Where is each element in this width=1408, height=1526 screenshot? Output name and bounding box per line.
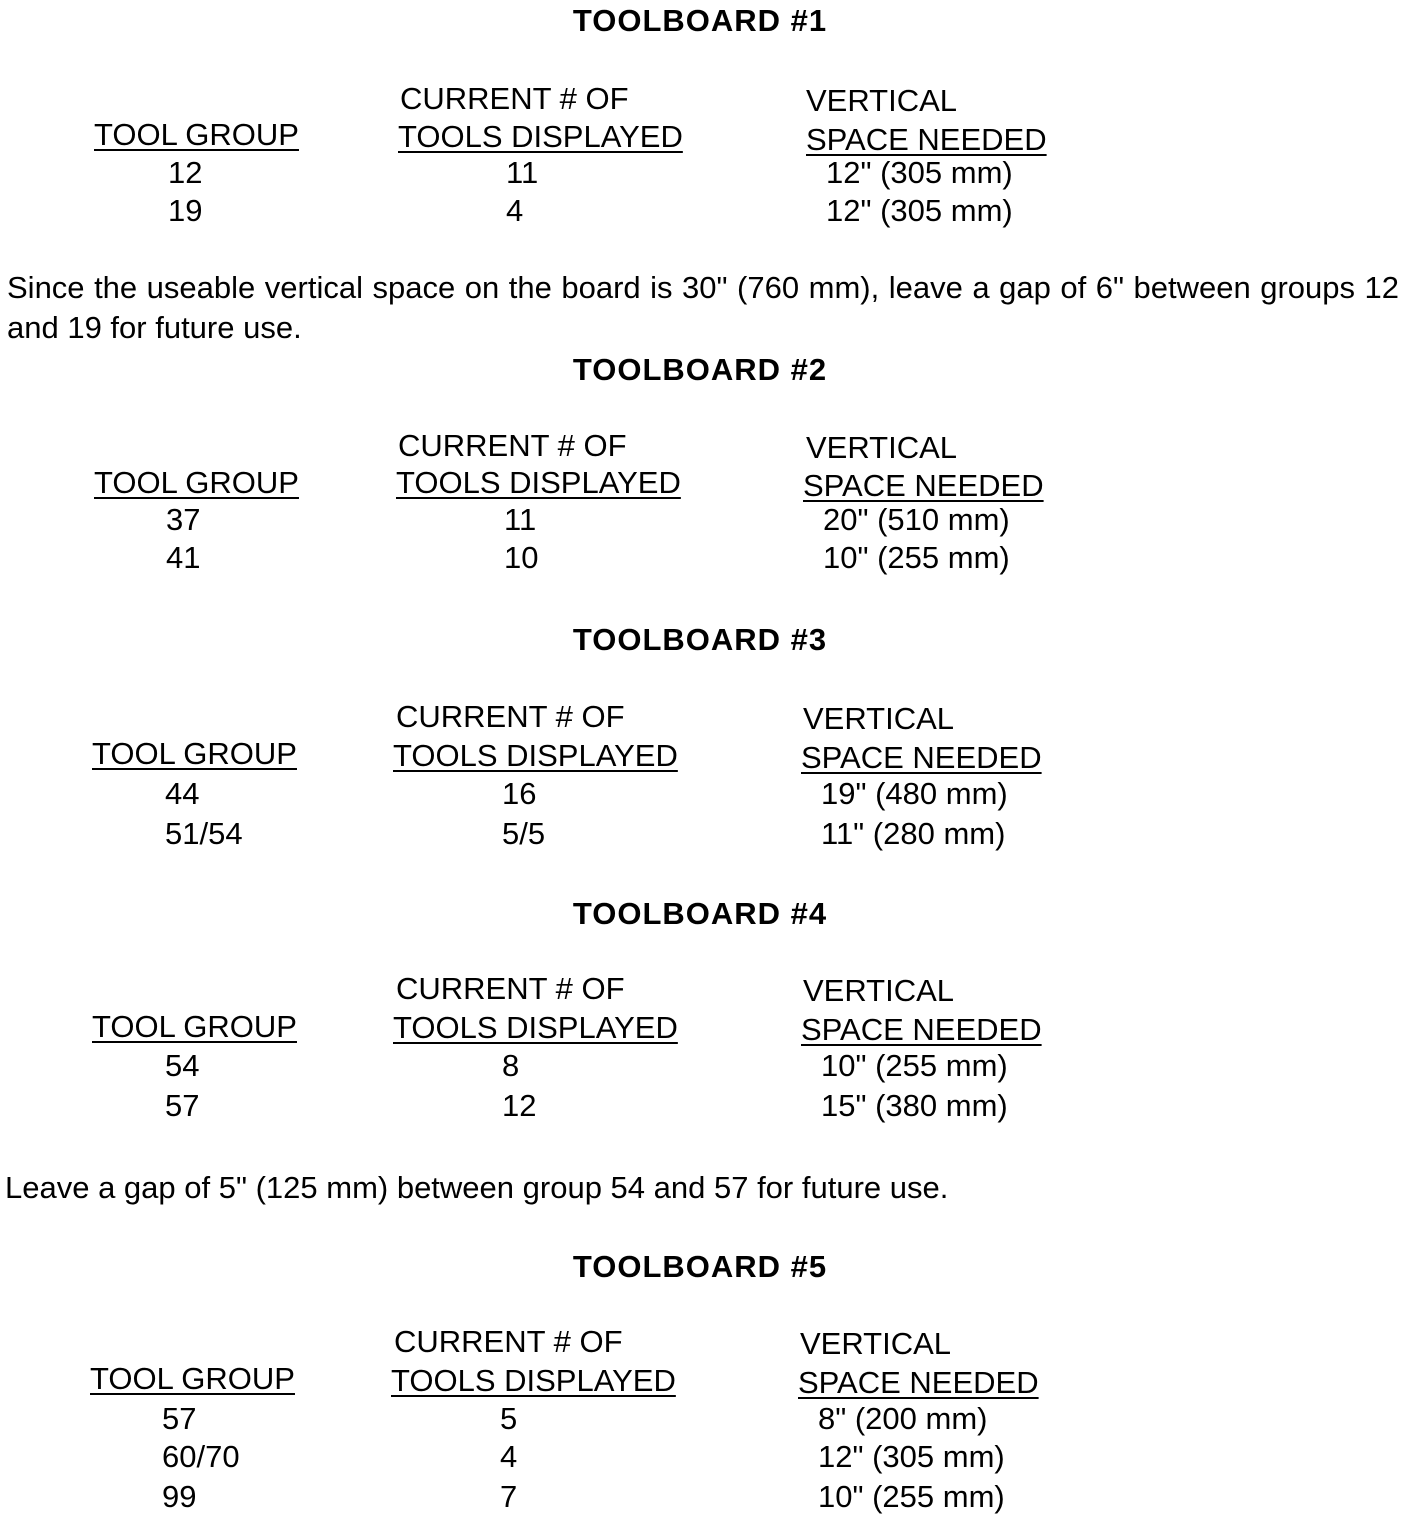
col-vertical-header-line1: VERTICAL	[803, 701, 955, 736]
col-tool-group-header: TOOL GROUP	[92, 736, 297, 771]
space-needed-cell: 19" (480 mm)	[821, 776, 1008, 811]
space-needed-cell: 20" (510 mm)	[823, 502, 1010, 537]
toolboard-1-title: TOOLBOARD #1	[572, 3, 828, 38]
table-row	[0, 1478, 1408, 1516]
space-needed-cell: 15" (380 mm)	[821, 1088, 1008, 1123]
space-needed-cell: 12" (305 mm)	[818, 1439, 1005, 1474]
col-vertical-header-line1: VERTICAL	[803, 973, 955, 1008]
toolboard-4-note: Leave a gap of 5" (125 mm) between group 54 and 57 for future use.	[5, 1170, 949, 1205]
toolboard-1-note: Since the useable vertical space on the board is 30" (760 mm), leave a gap of 6" between groups 12 and 19 for future use.	[7, 270, 1399, 345]
toolboard-4-title: TOOLBOARD #4	[572, 896, 828, 931]
tools-count-cell: 12	[502, 1088, 537, 1123]
col-space-needed-header: SPACE NEEDED	[801, 740, 1042, 775]
col-tool-group-header: TOOL GROUP	[94, 465, 299, 500]
col-tool-group-header: TOOL GROUP	[92, 1009, 297, 1044]
tools-count-cell: 11	[506, 155, 539, 190]
col-tool-group-header: TOOL GROUP	[94, 117, 299, 152]
space-needed-cell: 12" (305 mm)	[826, 155, 1013, 190]
tool-group-cell: 51/54	[165, 816, 243, 851]
col-current-header-line1: CURRENT # OF	[398, 428, 627, 463]
space-needed-cell: 10" (255 mm)	[823, 540, 1010, 575]
tool-group-cell: 54	[165, 1048, 200, 1083]
table-row	[0, 501, 1408, 539]
toolboard-2-title: TOOLBOARD #2	[572, 352, 828, 387]
tools-count-cell: 5/5	[502, 816, 546, 851]
col-space-needed-header: SPACE NEEDED	[801, 1012, 1042, 1047]
col-vertical-header-line1: VERTICAL	[806, 83, 958, 118]
col-tools-displayed-header: TOOLS DISPLAYED	[398, 119, 683, 154]
col-space-needed-header: SPACE NEEDED	[803, 468, 1044, 503]
table-row	[0, 1047, 1408, 1087]
tools-count-cell: 4	[506, 193, 524, 228]
table-row	[0, 154, 1408, 192]
tool-group-cell: 12	[168, 155, 203, 190]
col-current-header-line1: CURRENT # OF	[394, 1324, 623, 1359]
col-vertical-header-line1: VERTICAL	[806, 430, 958, 465]
col-space-needed-header: SPACE NEEDED	[798, 1365, 1039, 1400]
tools-count-cell: 10	[504, 540, 539, 575]
col-current-header-line1: CURRENT # OF	[396, 971, 625, 1006]
toolboard-5-table	[0, 1323, 1408, 1526]
toolboard-3-table	[0, 698, 1408, 898]
space-needed-cell: 10" (255 mm)	[821, 1048, 1008, 1083]
col-tools-displayed-header: TOOLS DISPLAYED	[391, 1363, 676, 1398]
space-needed-cell: 11" (280 mm)	[821, 816, 1006, 851]
tool-group-cell: 41	[166, 540, 201, 575]
tools-count-cell: 16	[502, 776, 537, 811]
tools-count-cell: 8	[502, 1048, 520, 1083]
col-tools-displayed-header: TOOLS DISPLAYED	[393, 738, 678, 773]
toolboard-2-table	[0, 427, 1408, 627]
table-row	[0, 539, 1408, 577]
col-tools-displayed-header: TOOLS DISPLAYED	[393, 1010, 678, 1045]
tool-group-cell: 60/70	[162, 1439, 240, 1474]
col-space-needed-header: SPACE NEEDED	[806, 122, 1047, 157]
space-needed-cell: 12" (305 mm)	[826, 193, 1013, 228]
tools-count-cell: 11	[504, 502, 537, 537]
table-row	[0, 775, 1408, 815]
table-row	[0, 1438, 1408, 1478]
tool-group-cell: 57	[165, 1088, 200, 1123]
col-vertical-header-line1: VERTICAL	[800, 1326, 952, 1361]
space-needed-cell: 8" (200 mm)	[818, 1401, 988, 1436]
tool-group-cell: 19	[168, 193, 203, 228]
tool-group-cell: 99	[162, 1479, 197, 1514]
toolboard-4-table	[0, 970, 1408, 1170]
toolboard-1-table	[0, 80, 1408, 280]
tool-group-cell: 37	[166, 502, 201, 537]
tool-group-cell: 57	[162, 1401, 197, 1436]
table-row	[0, 1400, 1408, 1438]
tools-count-cell: 7	[500, 1479, 518, 1514]
tool-group-cell: 44	[165, 776, 200, 811]
table-row	[0, 815, 1408, 853]
toolboard-3-title: TOOLBOARD #3	[572, 622, 828, 657]
col-current-header-line1: CURRENT # OF	[400, 81, 629, 116]
tools-count-cell: 4	[500, 1439, 518, 1474]
table-row	[0, 192, 1408, 230]
col-tools-displayed-header: TOOLS DISPLAYED	[396, 465, 681, 500]
col-current-header-line1: CURRENT # OF	[396, 699, 625, 734]
tools-count-cell: 5	[500, 1401, 518, 1436]
space-needed-cell: 10" (255 mm)	[818, 1479, 1005, 1514]
table-row	[0, 1087, 1408, 1125]
col-tool-group-header: TOOL GROUP	[90, 1361, 295, 1396]
toolboard-5-title: TOOLBOARD #5	[572, 1249, 828, 1284]
